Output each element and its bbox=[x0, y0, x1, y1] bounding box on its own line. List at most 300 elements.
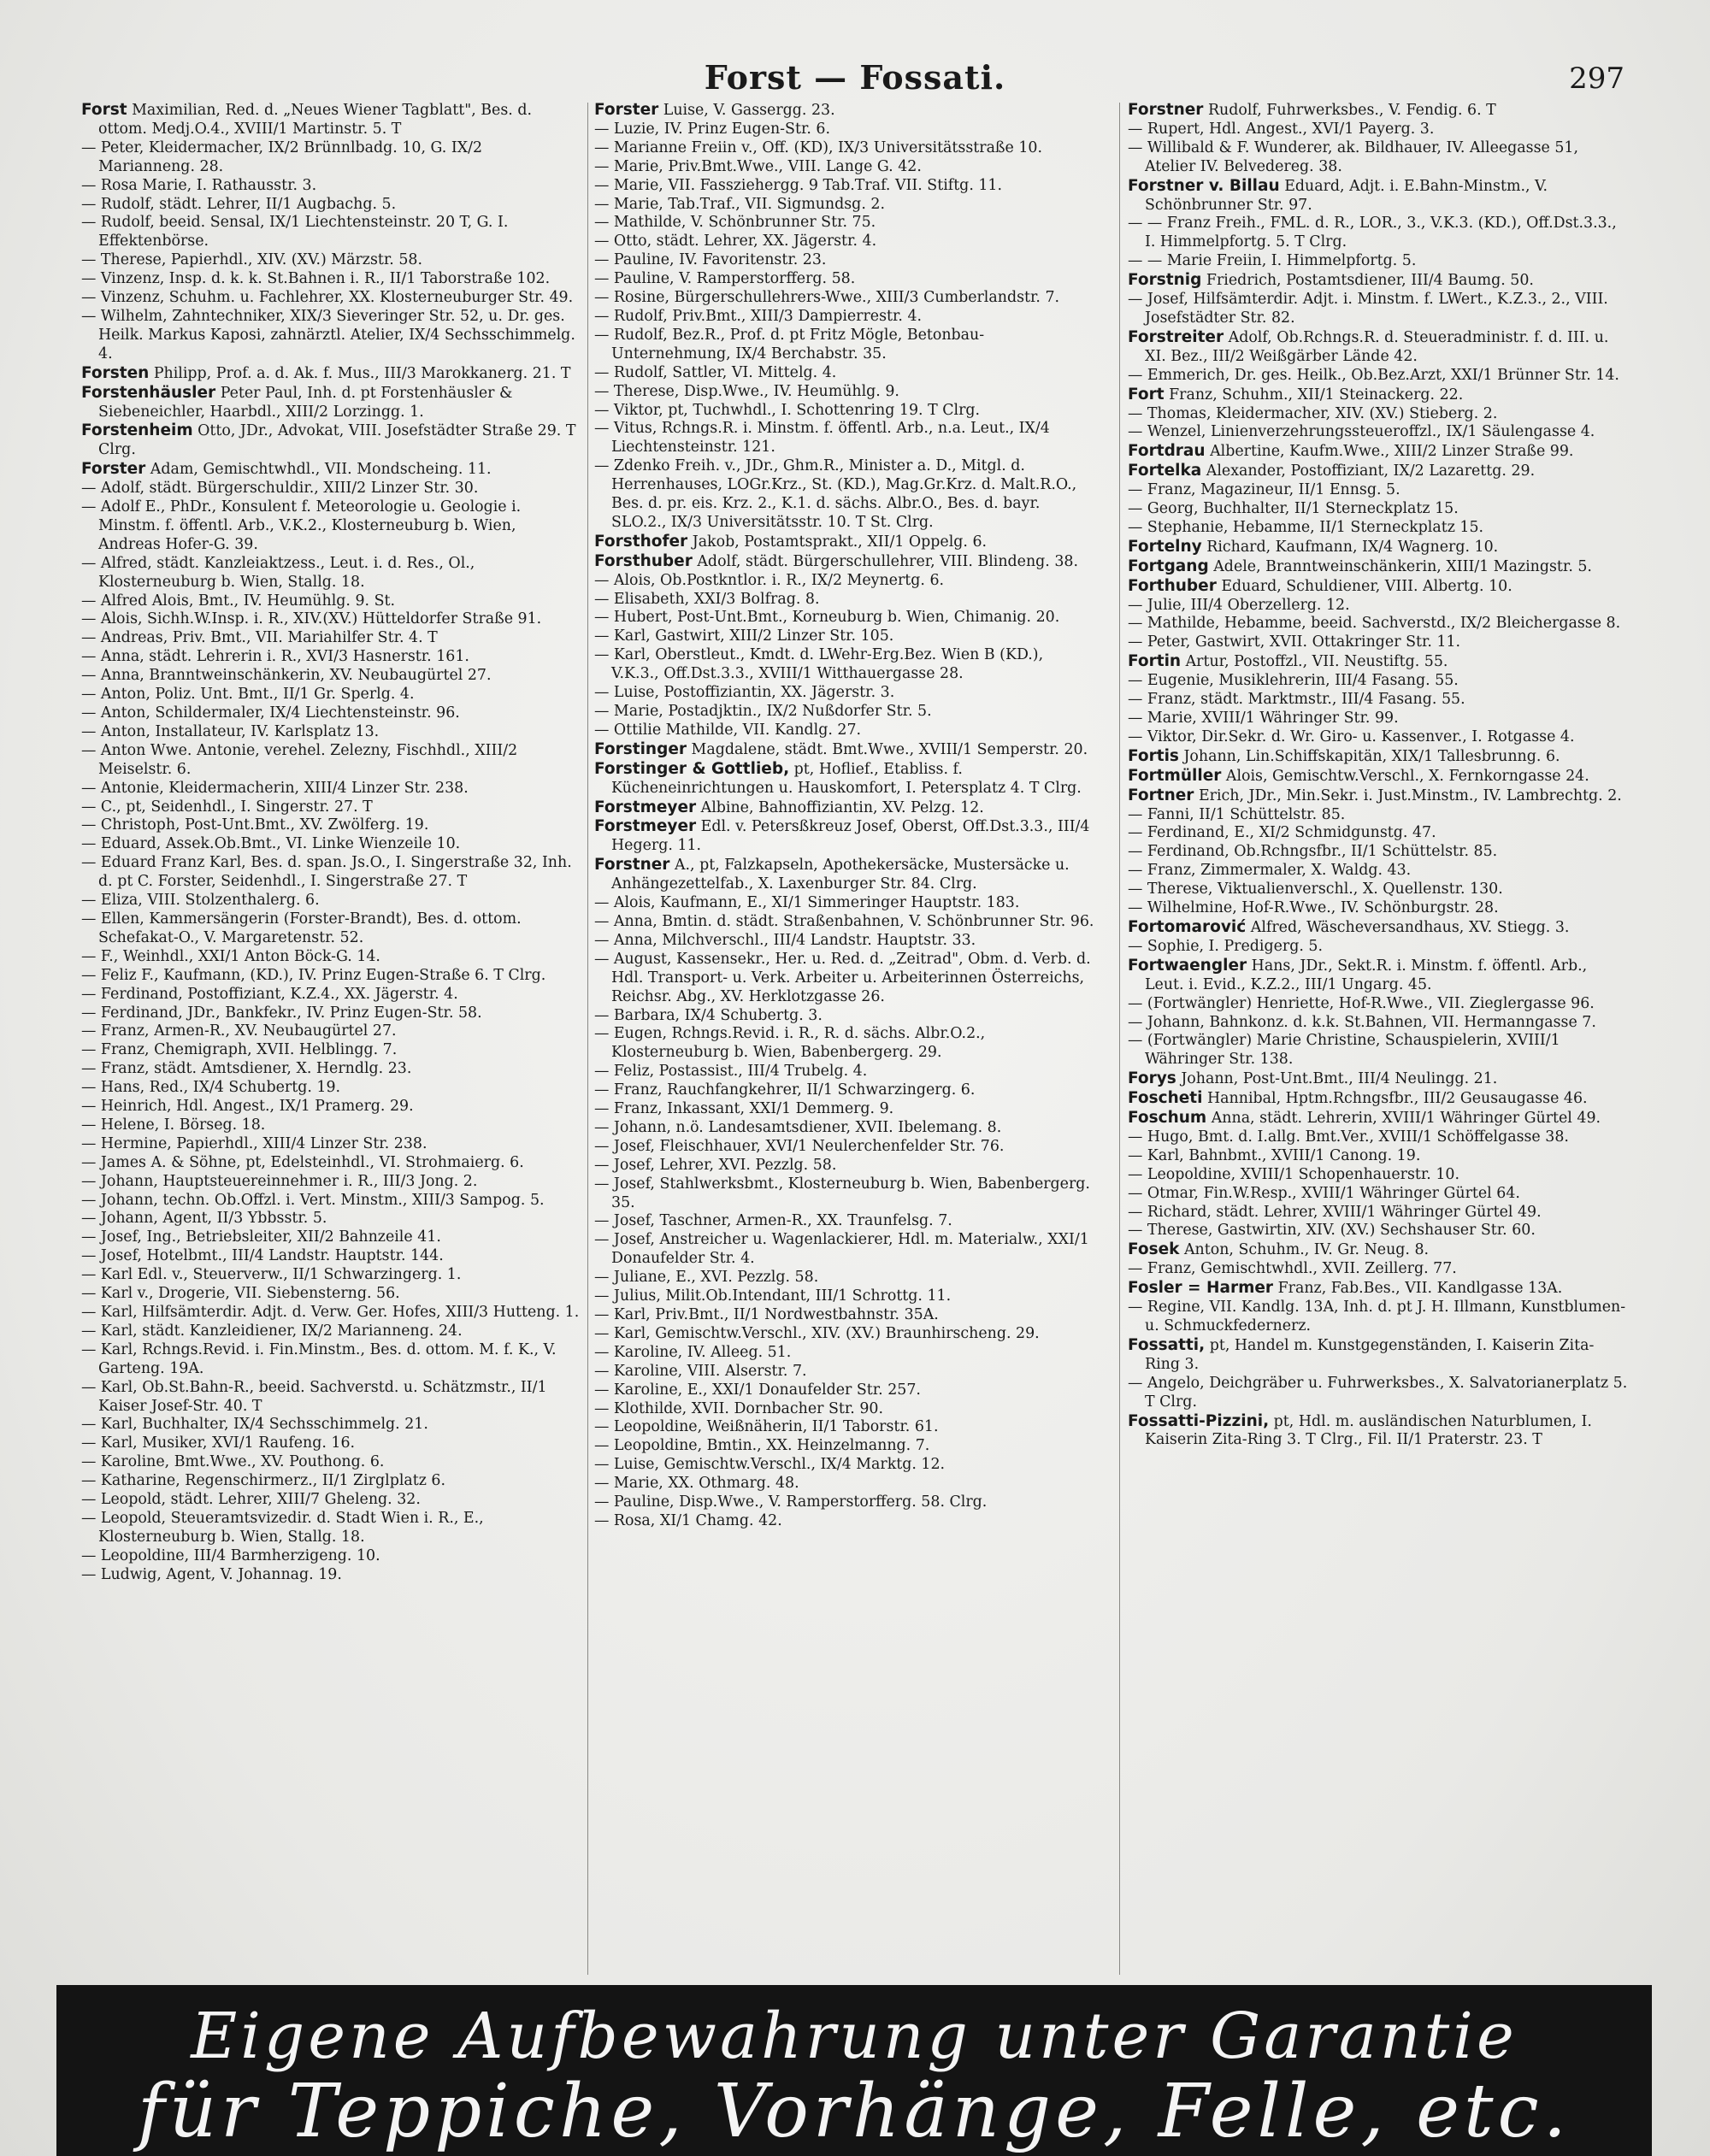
entry-details: Adolf, Ob.Rchngs.R. d. Steueradministr. f. d. III. u. XI. Bez., III/2 Weißgärber Lände 42. bbox=[1145, 328, 1609, 365]
directory-entry bbox=[1128, 995, 1629, 1014]
entry-details: pt, Hoflief., Etabliss. f. Kücheneinrichtungen u. Hauskomfort, I. Petersplatz 4. T Clrg. bbox=[611, 760, 1082, 797]
directory-entry bbox=[594, 139, 1095, 158]
entry-details: — Franz, städt. Marktmstr., III/4 Fasang. 55. bbox=[1128, 691, 1465, 709]
entry-details: — Rosine, Bürgerschullehrers-Wwe., XIII/3 Cumberlandstr. 7. bbox=[594, 289, 1060, 307]
entry-details: — Josef, Ing., Betriebsleiter, XII/2 Bahnzeile 41. bbox=[81, 1228, 441, 1246]
entry-details: — Vinzenz, Insp. d. k. k. St.Bahnen i. R., II/1 Taborstraße 102. bbox=[81, 270, 551, 288]
entry-surname: Forys bbox=[1128, 1069, 1176, 1088]
entry-details: Luise, V. Gassergg. 23. bbox=[663, 102, 835, 119]
directory-entry bbox=[1128, 1185, 1629, 1204]
directory-entry bbox=[594, 856, 1095, 894]
entry-details: — Anna, städt. Lehrerin i. R., XVI/3 Hasnerstr. 161. bbox=[81, 648, 469, 666]
directory-entry bbox=[81, 723, 582, 742]
directory-entry bbox=[594, 951, 1095, 1007]
entry-details: — Anton, Poliz. Unt. Bmt., II/1 Gr. Sperlg. 4. bbox=[81, 686, 415, 704]
entry-details: — Fanni, II/1 Schüttelstr. 85. bbox=[1128, 805, 1346, 823]
directory-entry bbox=[81, 364, 582, 384]
directory-entry bbox=[1128, 957, 1629, 995]
directory-entry bbox=[594, 798, 1095, 818]
directory-entry bbox=[1128, 442, 1629, 462]
directory-entry bbox=[1128, 1069, 1629, 1089]
entry-details: — Adolf, städt. Bürgerschuldir., XIII/2 Linzer Str. 30. bbox=[81, 480, 479, 498]
entry-details: Richard, Kaufmann, IX/4 Wagnerg. 10. bbox=[1206, 538, 1499, 556]
entry-details: — Leopoldine, Bmtin., XX. Heinzelmanng. 7. bbox=[594, 1437, 930, 1455]
entry-details: — Karl, Gemischtw.Verschl., XIV. (XV.) Braunhirscheng. 29. bbox=[594, 1324, 1040, 1342]
entry-details: Jakob, Postamtsprakt., XII/1 Oppelg. 6. bbox=[692, 533, 988, 551]
entry-details: — Therese, Viktualienverschl., X. Quellenstr. 130. bbox=[1128, 881, 1503, 898]
entry-surname: Forster bbox=[81, 460, 146, 479]
directory-columns bbox=[81, 101, 1629, 1978]
entry-details: — Karoline, IV. Alleeg. 51. bbox=[594, 1343, 792, 1361]
entry-surname: Fortner bbox=[1128, 786, 1194, 804]
entry-details: — Eduard, Assek.Ob.Bmt., VI. Linke Wienzeile 10. bbox=[81, 835, 461, 853]
directory-entry bbox=[81, 610, 582, 629]
directory-entry bbox=[1128, 806, 1629, 825]
entry-details: — Josef, Anstreicher u. Wagenlackierer, Hdl. m. Materialw., XXI/1 Donaufelder Str. 4. bbox=[594, 1231, 1089, 1268]
directory-entry bbox=[594, 1025, 1095, 1063]
entry-details: — Hugo, Bmt. d. I.allg. Bmt.Ver., XVIII/1 Schöffelgasse 38. bbox=[1128, 1128, 1569, 1146]
entry-details: Albine, Bahnoffiziantin, XV. Pelzg. 12. bbox=[700, 798, 984, 816]
directory-entry bbox=[594, 684, 1095, 703]
directory-entry bbox=[1128, 1375, 1629, 1412]
entry-details: — Hermine, Papierhdl., XIII/4 Linzer Str. 238. bbox=[81, 1134, 428, 1152]
entry-details: — Mathilde, V. Schönbrunner Str. 75. bbox=[594, 214, 876, 232]
directory-entry bbox=[1128, 691, 1629, 710]
directory-entry bbox=[594, 1269, 1095, 1287]
entry-details: — Franz, Inkassant, XXI/1 Demmerg. 9. bbox=[594, 1100, 894, 1118]
entry-details: Albertine, Kaufm.Wwe., XIII/2 Linzer Straße 99. bbox=[1210, 443, 1574, 461]
directory-entry bbox=[81, 742, 582, 780]
directory-entry bbox=[1128, 899, 1629, 918]
directory-entry bbox=[1128, 423, 1629, 442]
entry-details: — Ferdinand, E., XI/2 Schmidgunstg. 47. bbox=[1128, 824, 1436, 842]
entry-details: Erich, JDr., Min.Sekr. i. Just.Minstm., IV. Lambrechtg. 2. bbox=[1198, 786, 1622, 804]
directory-entry bbox=[594, 591, 1095, 610]
entry-details: — Ferdinand, Postoffiziant, K.Z.4., XX. Jägerstr. 4. bbox=[81, 985, 458, 1003]
entry-details: Johann, Post-Unt.Bmt., III/4 Neulingg. 21. bbox=[1181, 1070, 1498, 1088]
directory-entry bbox=[81, 1510, 582, 1547]
directory-entry bbox=[594, 1063, 1095, 1081]
entry-details: — Luise, Gemischtw.Verschl., IX/4 Marktg. 12. bbox=[594, 1456, 946, 1474]
directory-entry bbox=[594, 1344, 1095, 1363]
entry-details: — Helene, I. Börseg. 18. bbox=[81, 1116, 266, 1134]
directory-entry bbox=[594, 1475, 1095, 1493]
entry-details: Adele, Branntweinschänkerin, XIII/1 Mazingstr. 5. bbox=[1213, 557, 1592, 575]
directory-entry bbox=[1128, 824, 1629, 843]
directory-entry bbox=[81, 835, 582, 854]
directory-entry bbox=[1128, 862, 1629, 881]
directory-entry bbox=[81, 1060, 582, 1079]
entry-details: Edl. v. Petersßkreuz Josef, Oberst, Off.Dst.3.3., III/4 Hegerg. 11. bbox=[611, 818, 1090, 855]
directory-entry bbox=[594, 457, 1095, 533]
directory-entry bbox=[81, 592, 582, 611]
entry-details: — Karl, Buchhalter, IX/4 Sechsschimmelg. 21. bbox=[81, 1416, 428, 1434]
entry-surname: Forstreiter bbox=[1128, 327, 1224, 346]
entry-surname: Forstenhäusler bbox=[81, 383, 216, 402]
entry-details: — Anton Wwe. Antonie, verehel. Zelezny, Fischhdl., XIII/2 Meiselstr. 6. bbox=[81, 741, 518, 778]
entry-details: — Josef, Lehrer, XVI. Pezzlg. 58. bbox=[594, 1156, 837, 1174]
entry-details: — Karl, Gastwirt, XIII/2 Linzer Str. 105. bbox=[594, 627, 894, 645]
entry-details: Friedrich, Postamtsdiener, III/4 Baumg. 50. bbox=[1206, 272, 1534, 290]
entry-details: Adolf, städt. Bürgerschullehrer, VIII. Blindeng. 38. bbox=[697, 552, 1079, 570]
directory-entry bbox=[81, 251, 582, 270]
directory-entry bbox=[594, 289, 1095, 308]
entry-surname: Forstnig bbox=[1128, 271, 1202, 290]
directory-entry bbox=[81, 1192, 582, 1211]
entry-details: — James A. & Söhne, pt, Edelsteinhdl., VI. Strohmaierg. 6. bbox=[81, 1153, 524, 1171]
directory-entry bbox=[594, 609, 1095, 627]
entry-details: — Ottilie Mathilde, VII. Kandlg. 27. bbox=[594, 721, 862, 739]
directory-column-1 bbox=[81, 101, 582, 1978]
directory-entry bbox=[81, 101, 582, 139]
entry-details: — Josef, Hotelbmt., III/4 Landstr. Hauptstr. 144. bbox=[81, 1247, 444, 1265]
entry-details: — Johann, n.ö. Landesamtsdiener, XVII. Ibelemang. 8. bbox=[594, 1118, 1002, 1136]
entry-details: — Heinrich, Hdl. Angest., IX/1 Pramerg. 29. bbox=[81, 1098, 414, 1116]
directory-entry bbox=[81, 460, 582, 480]
entry-details: — Elisabeth, XXI/3 Bolfrag. 8. bbox=[594, 590, 820, 608]
directory-entry bbox=[81, 555, 582, 592]
entry-details: — F., Weinhdl., XXI/1 Anton Böck-G. 14. bbox=[81, 947, 380, 965]
entry-details: — (Fortwängler) Henriette, Hof-R.Wwe., VII. Zieglergasse 96. bbox=[1128, 994, 1595, 1012]
directory-entry bbox=[1128, 328, 1629, 367]
entry-surname: Fort bbox=[1128, 385, 1165, 404]
entry-details: — Anna, Milchverschl., III/4 Landstr. Hauptstr. 33. bbox=[594, 931, 976, 949]
entry-surname: Fortgang bbox=[1128, 557, 1209, 575]
entry-details: Franz, Schuhm., XII/1 Steinackerg. 22. bbox=[1169, 386, 1464, 404]
entry-details: — Alfred Alois, Bmt., IV. Heumühlg. 9. St. bbox=[81, 592, 396, 610]
directory-entry bbox=[594, 158, 1095, 177]
directory-entry bbox=[1128, 767, 1629, 786]
directory-entry bbox=[1128, 747, 1629, 767]
directory-entry bbox=[594, 932, 1095, 951]
entry-details: — Johann, Agent, II/3 Ybbsstr. 5. bbox=[81, 1210, 327, 1228]
directory-entry bbox=[1128, 672, 1629, 691]
entry-details: — Eduard Franz Karl, Bes. d. span. Js.O., I. Singerstraße 32, Inh. d. pt C. Forster, Seidenhdl., I. Singerstraße 27. T bbox=[81, 854, 572, 891]
entry-details: — Johann, techn. Ob.Offzl. i. Vert. Minstm., XIII/3 Sampog. 5. bbox=[81, 1191, 545, 1209]
entry-surname: Fosler = Harmer bbox=[1128, 1279, 1274, 1298]
directory-entry bbox=[1128, 538, 1629, 557]
directory-entry bbox=[594, 270, 1095, 289]
directory-entry bbox=[1128, 1204, 1629, 1222]
entry-details: — Marie, XX. Othmarg. 48. bbox=[594, 1475, 799, 1493]
directory-entry bbox=[1128, 843, 1629, 862]
directory-entry bbox=[594, 1287, 1095, 1306]
entry-details: — Willibald & F. Wunderer, ak. Bildhauer, IV. Alleegasse 51, Atelier IV. Belvedereg. 38. bbox=[1128, 138, 1578, 175]
directory-entry bbox=[81, 910, 582, 948]
directory-entry bbox=[1128, 786, 1629, 806]
entry-details: — Alois, Ob.Postkntlor. i. R., IX/2 Meynertg. 6. bbox=[594, 571, 945, 589]
directory-entry bbox=[1128, 291, 1629, 328]
directory-entry bbox=[81, 498, 582, 555]
entry-details: — Leopoldine, Weißnäherin, II/1 Taborstr. 61. bbox=[594, 1418, 939, 1436]
directory-entry bbox=[1128, 597, 1629, 616]
entry-details: Adam, Gemischtwhdl., VII. Mondscheing. 11. bbox=[150, 461, 492, 479]
entry-details: — Josef, Fleischhauer, XVI/1 Neulerchenfelder Str. 76. bbox=[594, 1137, 1005, 1155]
running-head bbox=[0, 58, 1710, 101]
entry-details: — Franz, Armen-R., XV. Neubaugürtel 27. bbox=[81, 1022, 397, 1040]
advertisement-banner bbox=[56, 1985, 1652, 2156]
entry-details: — Marie, VII. Fassziehergg. 9 Tab.Traf. VII. Stiftg. 11. bbox=[594, 176, 1003, 194]
entry-details: — Juliane, E., XVI. Pezzlg. 58. bbox=[594, 1269, 819, 1287]
entry-details: — Georg, Buchhalter, II/1 Sterneckplatz 15. bbox=[1128, 500, 1459, 518]
entry-details: Eduard, Schuldiener, VIII. Albertg. 10. bbox=[1221, 577, 1512, 595]
directory-entry bbox=[594, 1400, 1095, 1419]
entry-details: — Julie, III/4 Oberzellerg. 12. bbox=[1128, 596, 1350, 614]
directory-entry bbox=[594, 1381, 1095, 1400]
entry-details: — Marie, Priv.Bmt.Wwe., VIII. Lange G. 42. bbox=[594, 157, 922, 175]
entry-details: — Rosa Marie, I. Rathausstr. 3. bbox=[81, 176, 317, 194]
entry-surname: Fortdrau bbox=[1128, 442, 1206, 461]
directory-entry bbox=[81, 1022, 582, 1041]
entry-details: — Stephanie, Hebamme, II/1 Sterneckplatz 15. bbox=[1128, 518, 1484, 536]
entry-details: Johann, Lin.Schiffskapitän, XIX/1 Tallesbrunng. 6. bbox=[1183, 747, 1560, 765]
directory-entry bbox=[1128, 557, 1629, 577]
entry-details: — August, Kassensekr., Her. u. Red. d. „Zeitrad", Obm. d. Verb. d. Hdl. Transport- u. Verk. Arbeiter u. Arbeiterinnen Österreichs, Reichsr. Abg., XV. Herklotzgasse 26. bbox=[594, 950, 1091, 1005]
entry-details: Alexander, Postoffiziant, IX/2 Lazarettg. 29. bbox=[1206, 462, 1536, 480]
entry-details: — Alois, Sichh.W.Insp. i. R., XIV.(XV.) Hütteldorfer Straße 91. bbox=[81, 610, 542, 628]
entry-surname: Forstmeyer bbox=[594, 798, 697, 816]
directory-entry bbox=[81, 1210, 582, 1228]
directory-entry bbox=[81, 1304, 582, 1322]
directory-entry bbox=[81, 1491, 582, 1510]
directory-entry bbox=[594, 703, 1095, 722]
entry-details: — Josef, Stahlwerksbmt., Klosterneuburg b. Wien, Babenbergerg. 35. bbox=[594, 1175, 1090, 1211]
directory-entry bbox=[81, 1173, 582, 1192]
directory-entry bbox=[594, 1007, 1095, 1026]
entry-details: — Leopoldine, III/4 Barmherzigeng. 10. bbox=[81, 1546, 380, 1564]
entry-details: — Adolf E., PhDr., Konsulent f. Meteorologie u. Geologie i. Minstm. f. öffentl. Arb., V.K.2., Klosterneuburg b. Wien, Andreas Hofer-G. 39. bbox=[81, 498, 522, 553]
directory-entry bbox=[81, 892, 582, 910]
entry-surname: Forsthuber bbox=[594, 551, 693, 570]
entry-details: — Pauline, Disp.Wwe., V. Ramperstorfferg. 58. Clrg. bbox=[594, 1493, 988, 1511]
entry-details: Anton, Schuhm., IV. Gr. Neug. 8. bbox=[1184, 1241, 1430, 1259]
entry-details: — Thomas, Kleidermacher, XIV. (XV.) Stieberg. 2. bbox=[1128, 404, 1498, 422]
directory-entry bbox=[1128, 1089, 1629, 1109]
entry-details: — Karl, Rchngs.Revid. i. Fin.Minstm., Bes. d. ottom. M. f. K., V. Garteng. 19A. bbox=[81, 1340, 557, 1377]
entry-surname: Forstner v. Billau bbox=[1128, 176, 1280, 195]
directory-entry bbox=[594, 1418, 1095, 1437]
entry-details: — Therese, Papierhdl., XIV. (XV.) Märzstr. 58. bbox=[81, 251, 422, 269]
entry-details: Maximilian, Red. d. „Neues Wiener Tagblatt", Bes. d. ottom. Medj.O.4., XVIII/1 Martinstr. 5. T bbox=[98, 102, 532, 138]
entry-details: Alfred, Wäscheversandhaus, XV. Stiegg. 3. bbox=[1250, 918, 1570, 936]
directory-entry bbox=[1128, 1222, 1629, 1240]
entry-surname: Forthuber bbox=[1128, 576, 1217, 595]
directory-entry bbox=[81, 1266, 582, 1285]
entry-surname: Fortelka bbox=[1128, 462, 1202, 480]
entry-surname: Fortin bbox=[1128, 652, 1182, 671]
entry-surname: Forstmeyer bbox=[594, 817, 697, 836]
entry-details: — Marianne Freiin v., Off. (KD), IX/3 Universitätsstraße 10. bbox=[594, 138, 1043, 156]
entry-details: — Otmar, Fin.W.Resp., XVIII/1 Währinger Gürtel 64. bbox=[1128, 1184, 1520, 1202]
directory-entry bbox=[1128, 1109, 1629, 1128]
entry-details: — Wilhelmine, Hof-R.Wwe., IV. Schönburgstr. 28. bbox=[1128, 899, 1499, 917]
directory-entry bbox=[594, 402, 1095, 421]
directory-entry bbox=[1128, 1279, 1629, 1299]
entry-details: — Rudolf, städt. Lehrer, II/1 Augbachg. 5. bbox=[81, 195, 397, 213]
column-divider bbox=[1119, 103, 1120, 1975]
entry-details: Alois, Gemischtw.Verschl., X. Fernkorngasse 24. bbox=[1225, 767, 1589, 785]
entry-details: — Hans, Red., IX/4 Schubertg. 19. bbox=[81, 1079, 341, 1097]
directory-entry bbox=[81, 1228, 582, 1247]
directory-entry bbox=[594, 327, 1095, 364]
directory-entry bbox=[1128, 462, 1629, 481]
entry-surname: Forsten bbox=[81, 363, 150, 382]
entry-details: — Franz, Magazineur, II/1 Ennsg. 5. bbox=[1128, 481, 1400, 499]
entry-details: pt, Hdl. m. ausländischen Naturblumen, I. Kaiserin Zita-Ring 3. T Clrg., Fil. II/1 Praterstr. 23. T bbox=[1145, 1412, 1592, 1449]
directory-entry bbox=[81, 384, 582, 422]
entry-surname: Forstner bbox=[594, 856, 670, 875]
entry-details: — Alois, Kaufmann, E., XI/1 Simmeringer Hauptstr. 183. bbox=[594, 894, 1020, 912]
entry-details: — Anna, Branntweinschänkerin, XV. Neubaugürtel 27. bbox=[81, 667, 492, 685]
entry-details: — Antonie, Kleidermacherin, XIII/4 Linzer Str. 238. bbox=[81, 779, 469, 797]
entry-details: — Johann, Hauptsteuereinnehmer i. R., III/3 Jong. 2. bbox=[81, 1172, 478, 1190]
directory-entry bbox=[1128, 215, 1629, 252]
directory-entry bbox=[1128, 652, 1629, 672]
entry-details: — Julius, Milit.Ob.Intendant, III/1 Schrottg. 11. bbox=[594, 1287, 952, 1305]
directory-entry bbox=[594, 196, 1095, 215]
entry-details: — Johann, Bahnkonz. d. k.k. St.Bahnen, VII. Hermanngasse 7. bbox=[1128, 1013, 1596, 1031]
directory-entry bbox=[1128, 881, 1629, 899]
column-divider bbox=[587, 103, 588, 1975]
directory-entry bbox=[1128, 252, 1629, 271]
directory-entry bbox=[594, 722, 1095, 740]
directory-entry bbox=[594, 308, 1095, 327]
directory-entry bbox=[594, 817, 1095, 856]
entry-details: — Anton, Installateur, IV. Karlsplatz 13. bbox=[81, 722, 380, 740]
directory-entry bbox=[594, 364, 1095, 383]
directory-entry bbox=[1128, 271, 1629, 291]
directory-entry bbox=[594, 1175, 1095, 1213]
directory-entry bbox=[1128, 500, 1629, 519]
directory-entry bbox=[81, 1116, 582, 1135]
entry-details: — Franz, Rauchfangkehrer, II/1 Schwarzingerg. 6. bbox=[594, 1081, 976, 1099]
entry-details: — Leopold, städt. Lehrer, XIII/7 Gheleng. 32. bbox=[81, 1491, 421, 1509]
directory-entry bbox=[594, 627, 1095, 646]
directory-entry bbox=[81, 1285, 582, 1304]
entry-details: — Leopold, Steueramtsvizedir. d. Stadt Wien i. R., E., Klosterneuburg b. Wien, Stallg. 18. bbox=[81, 1509, 484, 1546]
entry-details: — Christoph, Post-Unt.Bmt., XV. Zwölferg. 19. bbox=[81, 816, 429, 834]
entry-details: — Josef, Taschner, Armen-R., XX. Traunfelsg. 7. bbox=[594, 1212, 952, 1230]
entry-details: — Rudolf, Priv.Bmt., XIII/3 Dampierrestr. 4. bbox=[594, 307, 923, 325]
directory-entry bbox=[1128, 918, 1629, 938]
directory-entry bbox=[81, 1472, 582, 1491]
entry-details: — Rudolf, beeid. Sensal, IX/1 Liechtensteinstr. 20 T, G. I. Effektenbörse. bbox=[81, 214, 509, 250]
entry-details: — Karl, Priv.Bmt., II/1 Nordwestbahnstr. 35A. bbox=[594, 1306, 939, 1323]
directory-entry bbox=[1128, 1336, 1629, 1375]
entry-details: — Josef, Hilfsämterdir. Adjt. i. Minstm. f. LWert., K.Z.3., 2., VIII. Josefstädter Str. 82. bbox=[1128, 291, 1608, 327]
directory-entry bbox=[81, 480, 582, 498]
entry-details: — Barbara, IX/4 Schubertg. 3. bbox=[594, 1006, 823, 1024]
entry-details: — Eliza, VIII. Stolzenthalerg. 6. bbox=[81, 892, 320, 910]
entry-details: Anna, städt. Lehrerin, XVIII/1 Währinger Gürtel 49. bbox=[1211, 1110, 1601, 1128]
directory-entry bbox=[594, 1325, 1095, 1344]
directory-entry bbox=[594, 1081, 1095, 1100]
directory-entry bbox=[594, 646, 1095, 684]
directory-entry bbox=[1128, 367, 1629, 386]
directory-entry bbox=[81, 1379, 582, 1417]
entry-details: — Karoline, VIII. Alserstr. 7. bbox=[594, 1362, 807, 1380]
entry-details: — Rudolf, Sattler, VI. Mittelg. 4. bbox=[594, 363, 837, 381]
directory-entry bbox=[1128, 1299, 1629, 1336]
entry-details: — Karl, städt. Kanzleidiener, IX/2 Marianneng. 24. bbox=[81, 1322, 463, 1340]
entry-surname: Forstinger bbox=[594, 739, 687, 758]
entry-surname: Forster bbox=[594, 101, 659, 119]
directory-entry bbox=[81, 1135, 582, 1154]
directory-entry bbox=[594, 383, 1095, 402]
entry-details: — Karl, Hilfsämterdir. Adjt. d. Verw. Ger. Hofes, XIII/3 Hutteng. 1. bbox=[81, 1304, 580, 1321]
directory-entry bbox=[1128, 101, 1629, 121]
entry-details: Artur, Postoffzl., VII. Neustiftg. 55. bbox=[1185, 653, 1448, 671]
directory-entry bbox=[594, 760, 1095, 798]
entry-surname: Foscheti bbox=[1128, 1089, 1203, 1108]
directory-entry bbox=[81, 798, 582, 817]
directory-entry bbox=[594, 1437, 1095, 1456]
entry-details: — Hubert, Post-Unt.Bmt., Korneuburg b. Wien, Chimanig. 20. bbox=[594, 609, 1060, 627]
directory-entry bbox=[81, 196, 582, 215]
directory-entry bbox=[1128, 1260, 1629, 1279]
directory-entry bbox=[81, 1041, 582, 1060]
directory-entry bbox=[1128, 139, 1629, 177]
entry-details: — Viktor, pt, Tuchwhdl., I. Schottenring 19. T Clrg. bbox=[594, 401, 981, 419]
directory-entry bbox=[1128, 1166, 1629, 1185]
directory-entry bbox=[594, 740, 1095, 760]
entry-details: — Karoline, Bmt.Wwe., XV. Pouthong. 6. bbox=[81, 1453, 385, 1471]
directory-entry bbox=[594, 101, 1095, 121]
entry-surname: Fortis bbox=[1128, 746, 1179, 765]
entry-details: — — Marie Freiin, I. Himmelpfortg. 5. bbox=[1128, 252, 1417, 270]
entry-details: — Angelo, Deichgräber u. Fuhrwerksbes., X. Salvatorianerplatz 5. T Clrg. bbox=[1128, 1374, 1628, 1411]
entry-details: — Franz, Chemigraph, XVII. Helblingg. 7. bbox=[81, 1041, 398, 1059]
directory-entry bbox=[1128, 1032, 1629, 1069]
directory-entry bbox=[1128, 615, 1629, 633]
entry-details: — Feliz F., Kaufmann, (KD.), IV. Prinz Eugen-Straße 6. T Clrg. bbox=[81, 966, 546, 984]
directory-entry bbox=[1128, 481, 1629, 500]
entry-details: Franz, Fab.Bes., VII. Kandlgasse 13A. bbox=[1277, 1280, 1563, 1298]
directory-entry bbox=[594, 420, 1095, 457]
directory-entry bbox=[1128, 728, 1629, 747]
directory-entry bbox=[81, 1154, 582, 1173]
directory-entry bbox=[81, 1566, 582, 1585]
page-number: 297 bbox=[1569, 62, 1624, 96]
directory-entry bbox=[81, 1247, 582, 1266]
directory-entry bbox=[594, 1512, 1095, 1531]
entry-details: — Karoline, E., XXI/1 Donaufelder Str. 257. bbox=[594, 1381, 921, 1399]
directory-entry bbox=[594, 572, 1095, 591]
entry-details: — Rupert, Hdl. Angest., XVI/1 Payerg. 3. bbox=[1128, 120, 1435, 138]
directory-entry bbox=[1128, 519, 1629, 538]
entry-details: — Peter, Kleidermacher, IX/2 Brünnlbadg. 10, G. IX/2 Marianneng. 28. bbox=[81, 138, 483, 175]
directory-entry bbox=[594, 1119, 1095, 1138]
entry-details: Otto, JDr., Advokat, VIII. Josefstädter Straße 29. T Clrg. bbox=[98, 422, 576, 459]
entry-surname: Forst bbox=[81, 101, 127, 119]
entry-details: — Pauline, IV. Favoritenstr. 23. bbox=[594, 251, 827, 269]
entry-details: — Sophie, I. Predigerg. 5. bbox=[1128, 937, 1323, 955]
directory-column-3 bbox=[1128, 101, 1629, 1978]
entry-details: — Richard, städt. Lehrer, XVIII/1 Währinger Gürtel 49. bbox=[1128, 1203, 1542, 1221]
directory-entry bbox=[1128, 1147, 1629, 1166]
directory-entry bbox=[81, 986, 582, 1004]
entry-details: — Therese, Disp.Wwe., IV. Heumühlg. 9. bbox=[594, 382, 899, 400]
entry-details: — Vinzenz, Schuhm. u. Fachlehrer, XX. Klosterneuburger Str. 49. bbox=[81, 289, 574, 307]
directory-entry bbox=[1128, 1240, 1629, 1260]
directory-entry bbox=[81, 1547, 582, 1566]
entry-details: — Luzie, IV. Prinz Eugen-Str. 6. bbox=[594, 120, 830, 138]
entry-surname: Fortelny bbox=[1128, 537, 1202, 556]
directory-entry bbox=[594, 1100, 1095, 1119]
entry-surname: Foschum bbox=[1128, 1109, 1207, 1128]
entry-details: — Wilhelm, Zahntechniker, XIX/3 Sieveringer Str. 52, u. Dr. ges. Heilk. Markus Kaposi, zahnärztl. Atelier, IX/4 Sechsschimmelg. 4. bbox=[81, 307, 575, 362]
directory-entry bbox=[81, 139, 582, 177]
